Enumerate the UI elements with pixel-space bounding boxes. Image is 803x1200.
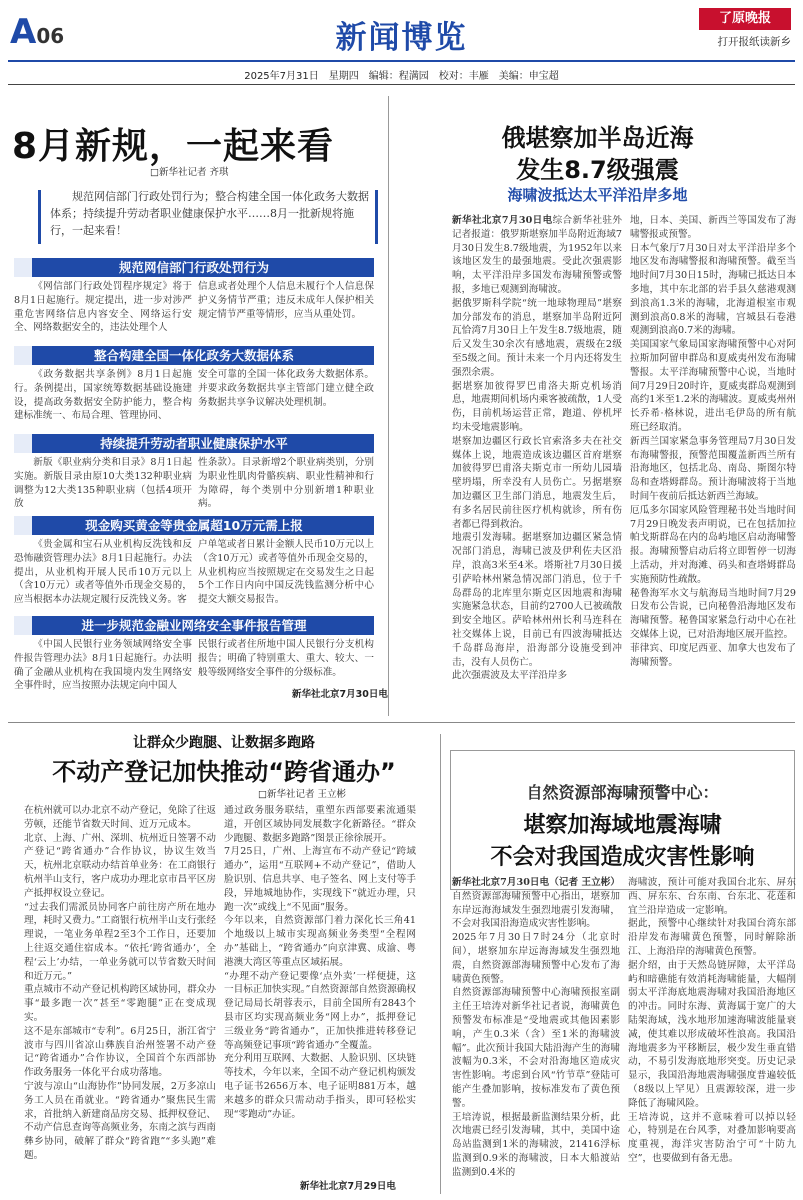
regs-body-2b: 安全可靠的全国一体化政务大数据体系。并要求政务数据共享主管部门建立健全政务数据共享争议解决处理机制。 <box>198 369 374 408</box>
regs-body-5b: 民银行或者住所地中国人民银行分支机构报告；明确了特别重大、重大、较大、一般等级网络安全事件的分级标准。 <box>198 639 374 678</box>
regs-heading-1: 规范网信部门行政处罚行为 <box>14 258 374 277</box>
header-rule-thin <box>8 84 795 85</box>
regs-body-3a: 新版《职业病分类和目录》8月1日起实施。新版目录由原10大类132种职业病调整为12大类135种职业病（包括4项开放 <box>14 457 192 510</box>
column-divider-lower <box>440 734 441 1194</box>
property-kicker: 让群众少跑腿、让数据多跑路 <box>133 735 315 751</box>
property-title: 不动产登记加快推动“跨省通办” <box>52 758 396 786</box>
tsunami-col-1: 新华社北京7月30日电（记者 王立彬）自然资源部海啸预警中心指出，堪察加东岸远海海域发生强烈地震引发海啸，不会对我国沿海造成灾害性影响。 2025年7月30日7时24分（北京时间），堪察加东岸远海海域发生强烈地震，自然资源部海啸预警中心发布了海啸黄色预警。 自然资源部海啸预警中心海啸预报室副主任王培涛对新华社记者说，海啸黄色预警发布标准是“受地震或其他因素影响，产生0.3米（含）至1米的海啸波幅”。此次预计我国大陆沿海产生的海啸波幅为0.3米，不会对沿海地区造成灾害性影响。考虑到台风“竹节草”登陆可能产生叠加影响，按标准发布了黄色预警。 王培涛说，根据最新监测结果分析，此次地震已经引发海啸，其中，美国中途岛站监测到1米的海啸波，21416浮标监测到0.9米的海啸波，日本大船渡站监测到0.4米的 <box>452 877 620 1178</box>
quake-subtitle: 海啸波抵达太平洋沿岸多地 <box>507 186 688 204</box>
regs-heading-2: 整合构建全国一体化政务大数据体系 <box>14 346 374 365</box>
quake-lede: 新华社北京7月30日电 <box>452 215 553 226</box>
tsunami-title-2: 不会对我国造成灾害性影响 <box>490 845 755 870</box>
regs-body-1a: 《网信部门行政处罚程序规定》将于8月1日起施行。规定提出，进一步对涉严重危害网络信息内容安全、网络运行安全、网络数据安全的，违法处理个人 <box>14 281 192 334</box>
regs-byline: □新华社记者 齐琪 <box>150 167 229 178</box>
regs-body-3b: 性条款）。目录新增2个职业病类别，分别为职业性肌肉骨骼疾病、职业性精神和行为障碍，每个类别中分别新增1种职业病。 <box>198 457 374 510</box>
regs-body-1b: 信息或者处理个人信息未履行个人信息保护义务情节严重；违反未成年人保护相关规定情节严重等情形，应当从重处罚。 <box>198 281 374 320</box>
quake-col-2: 地，日本、美国、新西兰等国发布了海啸警报或预警。 日本气象厅7月30日对太平洋沿岸多个地区发布海啸警报和海啸预警。截至当地时间7月30日15时，海啸已抵达日本多地，其中东北部的岩手县久慈港观测到浪高1.3米的海啸，北海道根室市观测到浪高0.8米的海啸，宫城县石卷港观测到浪高0.7米的海啸。 美国国家气象局国家海啸预警中心对阿拉斯加阿留申群岛和夏威夷州发布海啸警报。太平洋海啸预警中心说，当地时间7月29日20时许，夏威夷群岛观测到高约1米至1.2米的海啸波。夏威夷州州长乔希·格林说，进出毛伊岛的所有航班已经取消。 新西兰国家紧急事务管理局7月30日发布海啸警报，预警范围覆盖新西兰所有沿海地区，包括北岛、南岛、斯图尔特岛和查塔姆群岛。预计海啸波将于当地时间午夜前后抵达新西兰海域。 厄瓜多尔国家风险管理秘书处当地时间7月29日晚发表声明说，已在包括加拉帕戈斯群岛在内的岛屿地区启动海啸警报。海啸预警启动后将立即暂停一切海上活动，并对海滩、码头和查塔姆群岛实施预防性疏散。 秘鲁海军水文与航海局当地时间7月29日发布公告说，已向秘鲁沿海地区发布海啸预警。秘鲁国家紧急行动中心在社交媒体上说，已对沿海地区展开监控。 菲律宾、印度尼西亚、加拿大也发布了海啸预警。 <box>630 215 796 668</box>
property-endnote: 新华社北京7月29日电 <box>300 1181 396 1192</box>
section-title: 新闻博览 <box>335 20 468 56</box>
quake-col-1: 新华社北京7月30日电综合新华社驻外记者报道：俄罗斯堪察加半岛附近海域7月30日发生8.7级地震，为1952年以来该地区发生的最强地震。受此次强震影响，太平洋沿岸多国发布海啸预警或警报，多地已观测到海啸波。 据俄罗斯科学院“统一地球物理局”堪察加分部发布的消息，堪察加半岛附近阿瓦恰湾7月30日上午发生8.7级地震，随后又发生30余次有感地震，震级在2级至5级之间。预计未来一个月内还将发生强烈余震。 据堪察加彼得罗巴甫洛夫斯克机场消息，地震期间机场内乘客被疏散，1人受伤，目前机场运营正常，跑道、停机坪均未受地震影响。 堪察加边疆区行政长官索洛多夫在社交媒体上说，地震造成该边疆区首府堪察加彼得罗巴甫洛夫斯克市一所幼儿园墙壁坍塌，所幸没有人员伤亡。另据堪察加边疆区卫生部门消息，地震发生后，有多名居民前往医疗机构就诊，所有伤者都已得到救治。 地震引发海啸。据堪察加边疆区紧急情况部门消息，海啸已波及伊利佐夫区沿岸，浪高3米至4米。塔斯社7月30日援引萨哈林州紧急情况部门消息，位于千岛群岛的北库里尔斯克区因地震和海啸实施紧急状态，目前约2700人已被疏散到安全地区。萨哈林州州长利马连科在社交媒体上说，目前已有四波海啸抵达千岛群岛海岸，沿海部分设施受到冲击，没有人员伤亡。 此次强震波及太平洋沿岸多 <box>452 215 622 682</box>
tsunami-kicker: 自然资源部海啸预警中心： <box>526 783 719 802</box>
tsunami-lede: 新华社北京7月30日电（记者 王立彬） <box>452 877 620 888</box>
regs-heading-4: 现金购买黄金等贵金属超10万元需上报 <box>14 516 374 535</box>
regs-heading-3: 持续提升劳动者职业健康保护水平 <box>14 434 374 453</box>
regs-body-5a: 《中国人民银行业务领域网络安全事件报告管理办法》8月1日起施行。办法明确了金融从业机构在我国境内发生网络安全事件时，应当按照办法规定向中国人 <box>14 639 192 692</box>
regs-intro: 规范网信部门行政处罚行为；整合构建全国一体化政务大数据体系；持续提升劳动者职业健康保护水平……8月一批新规将施行，一起来看！ <box>50 190 369 237</box>
dateline: 2025年7月31日 星期四 编辑：程满园 校对：丰雁 美编：申宝超 <box>244 71 559 82</box>
regs-heading-5: 进一步规范金融业网络安全事件报告管理 <box>14 616 374 635</box>
property-byline: □新华社记者 王立彬 <box>258 789 346 800</box>
column-divider <box>388 96 389 716</box>
tsunami-title-1: 堪察加海域地震海啸 <box>523 813 722 838</box>
regs-body-4b: 户单笔或者日累计金额人民币10万元以上（含10万元）或者等值外币现金交易的，从业机构应当按照规定在交易发生之日起5个工作日内向中国反洗钱监测分析中心提交大额交易报告。 <box>198 539 374 606</box>
newspaper-slogan: 打开报纸读新乡 <box>717 36 791 48</box>
property-col-1: 在杭州就可以办北京不动产登记，免除了往返劳顿，还能节省数天时间、近万元成本。 北京、上海、广州、深圳、杭州近日签署不动产登记“跨省通办”合作协议，协议生效当天，杭州北京联动办结首单业务：在工商银行杭州半山支行，客户成功办理北京市昌平区房产抵押权设立登记。 “过去我们需派员协同客户前往房产所在地办理，耗时又费力。”工商银行杭州半山支行张经理说，一笔业务单程2至3个工作日，还要加上往返交通住宿成本。“依托‘跨省通办’，全程‘云上’办结，一单业务就可以节省数天时间和近万元。” 重点城市不动产登记机构跨区域协同，群众办事“最多跑一次”甚至“零跑腿”正在变成现实。 这不是东部城市“专利”。6月25日，浙江省宁波市与四川省凉山彝族自治州签署不动产登记“跨省通办”合作协议，全国首个东西部协作政务服务一体化平台成功落地。 宁波与凉山“山海协作”协同发展，2万多凉山务工人员在甬就业。“跨省通办”聚焦民生需求，首批纳入新建商品房交易、抵押权登记、不动产信息查询等高频业务，东南之滨与西南彝乡协同，破解了群众“跨省跑”“多头跑”难题。 <box>24 805 216 1161</box>
regs-body-2a: 《政务数据共享条例》8月1日起施行。条例提出，国家统筹数据基础设施建设，提高政务数据安全防护能力，整合构建标准统一、布局合理、管理协同、 <box>14 369 192 422</box>
regs-title: 8月新规，一起来看 <box>12 126 335 167</box>
page-number: A06 <box>10 12 65 52</box>
newspaper-logo: 了原晚报 <box>699 8 791 30</box>
tsunami-col-2: 海啸波，预计可能对我国台北东、屏东西、屏东东、台东南、台东北、花莲和宜兰沿岸造成一定影响。 据此，预警中心继续针对我国台湾东部沿岸发布海啸黄色预警，同时解除浙江、上海沿岸的海啸黄色预警。 据介绍，由于天然岛链屏障，太平洋岛屿和暗礁能有效消耗海啸能量，大幅削弱太平洋海底地震海啸对我国沿海地区的冲击。同时东海、黄海属于宽广的大陆架海域，浅水地形加速海啸波能量衰减，使其难以形成破坏性浪高。我国沿海地震多为平移断层，极少发生垂直错动，不易引发海底地形突变。历史记录显示，我国沿海地震海啸强度普遍较低（8级以上罕见）且震源较深，进一步降低了海啸风险。 王培涛说，这并不意味着可以掉以轻心，特别是在台风季，对叠加影响要高度重视，海洋灾害防治宁可“十防九空”，也要做到有备无患。 <box>628 877 796 1164</box>
header-rule <box>8 60 795 62</box>
section-separator <box>8 722 795 723</box>
regs-endnote: 新华社北京7月30日电 <box>292 689 388 700</box>
quake-title-1: 俄堪察加半岛近海 <box>501 124 694 152</box>
property-col-2: 通过政务服务联结，重塑东西部要素流通渠道，开创区域协同发展数字化新路径。“群众少跑腿、数据多跑路”图景正徐徐展开。 7月25日，广州、上海宣布不动产登记“跨域通办”，运用“互联网+不动产登记”，借助人脸识别、信息共享、电子签名、网上支付等手段，异地城地协作，实现线下“就近办理，只跑一次”或线上“不见面”服务。 今年以来，自然资源部门着力深化长三角41个地级以上城市实现高频业务类型“全程网办”基础上，“跨省通办”向京津冀、成渝、粤港澳大湾区等重点区域拓展。 “办理不动产登记要像‘点外卖’一样便捷，这一目标正加快实现。”自然资源部自然资源确权登记局局长胡蓉表示，目前全国所有2843个县市区均实现高频业务“网上办”，抵押登记三级业务“跨省通办”，正加快推进转移登记等高频登记事项“跨省通办”全覆盖。 充分利用互联网、大数据、人脸识别、区块链等技术，今年以来，全国不动产登记机构颁发电子证书2656万本、电子证明881万本，越来越多的群众只需动动手指头，即可轻松实现“零跑动”办证。 <box>224 805 416 1120</box>
quake-title-2: 发生8.7级强震 <box>516 156 679 184</box>
regs-body-4a: 《贵金属和宝石从业机构反洗钱和反恐怖融资管理办法》8月1日起施行。办法提出，从业机构开展人民币10万元以上（含10万元）或者等值外币现金交易的，应当根据本办法规定履行反洗钱义务。客 <box>14 539 192 606</box>
